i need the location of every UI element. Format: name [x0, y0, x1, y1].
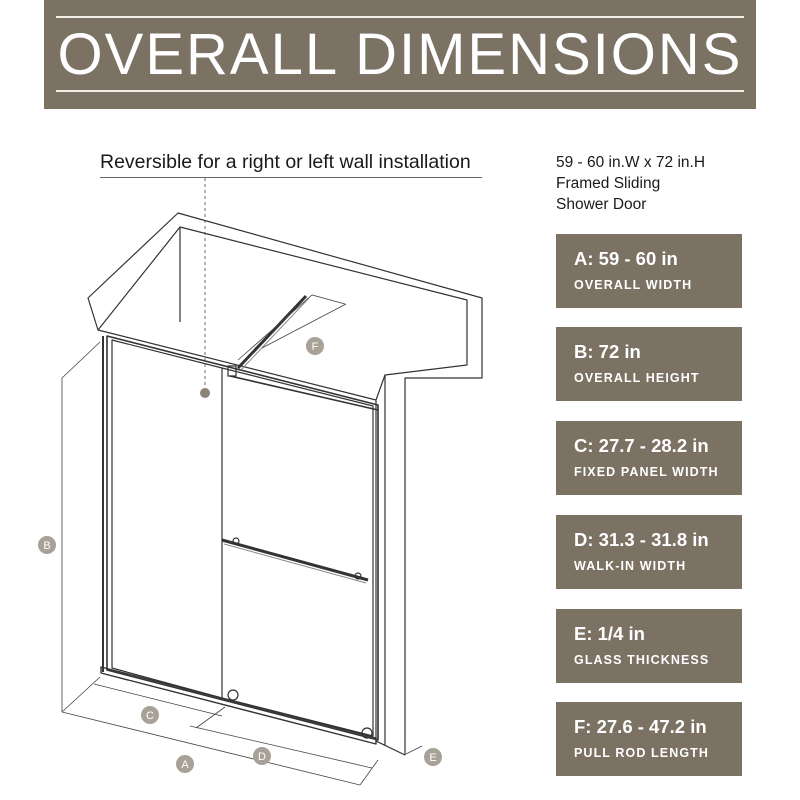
spec-label: WALK-IN WIDTH	[574, 559, 687, 573]
marker-c-text: C	[146, 710, 154, 722]
product-type: Framed Sliding	[556, 175, 661, 192]
page-title: OVERALL DIMENSIONS	[57, 22, 743, 87]
stabilizer-bar	[238, 296, 306, 368]
marker-f-text: F	[311, 341, 319, 353]
spec-label: OVERALL WIDTH	[574, 278, 693, 292]
spec-label: GLASS THICKNESS	[574, 653, 710, 667]
marker-d	[253, 747, 271, 765]
marker-b	[38, 536, 56, 554]
product-name: Shower Door	[556, 196, 647, 213]
dimension-ext-f	[262, 304, 346, 348]
enclosure-outer-outline	[88, 213, 482, 755]
leader-dot	[200, 388, 210, 398]
enclosure-inner-outline	[98, 227, 467, 400]
dimension-line-e	[406, 746, 422, 754]
spec-value: D: 31.3 - 31.8 in	[574, 529, 709, 550]
top-rail	[230, 376, 378, 410]
spec-value: E: 1/4 in	[574, 623, 645, 644]
pull-rod-inner	[224, 544, 366, 583]
dimension-ext-b-top	[62, 342, 100, 378]
spec-label: PULL ROD LENGTH	[574, 746, 710, 760]
dimension-ext-a-right	[360, 760, 378, 785]
spec-value: A: 59 - 60 in	[574, 248, 678, 269]
stabilizer-bar-inner	[241, 298, 309, 370]
marker-e	[424, 748, 442, 766]
marker-f	[306, 337, 324, 355]
spec-value: C: 27.7 - 28.2 in	[574, 435, 709, 456]
dimension-ext-d-left	[196, 707, 225, 728]
marker-a-text: A	[181, 759, 189, 771]
spec-label: OVERALL HEIGHT	[574, 371, 700, 385]
product-size: 59 - 60 in.W x 72 in.H	[556, 154, 706, 171]
dimension-line-d	[190, 726, 372, 768]
sliding-panel	[222, 368, 373, 736]
spec-value: B: 72 in	[574, 341, 641, 362]
installation-note: Reversible for a right or left wall installation	[100, 151, 471, 173]
marker-b-text: B	[43, 540, 51, 552]
marker-e-text: E	[429, 752, 437, 764]
marker-d-text: D	[258, 751, 266, 763]
pull-rod	[222, 540, 368, 580]
roller-left	[228, 690, 238, 700]
marker-c	[141, 706, 159, 724]
spec-value: F: 27.6 - 47.2 in	[574, 716, 707, 737]
dimension-ext-b-bottom	[62, 677, 100, 712]
marker-a	[176, 755, 194, 773]
spec-label: FIXED PANEL WIDTH	[574, 465, 719, 479]
